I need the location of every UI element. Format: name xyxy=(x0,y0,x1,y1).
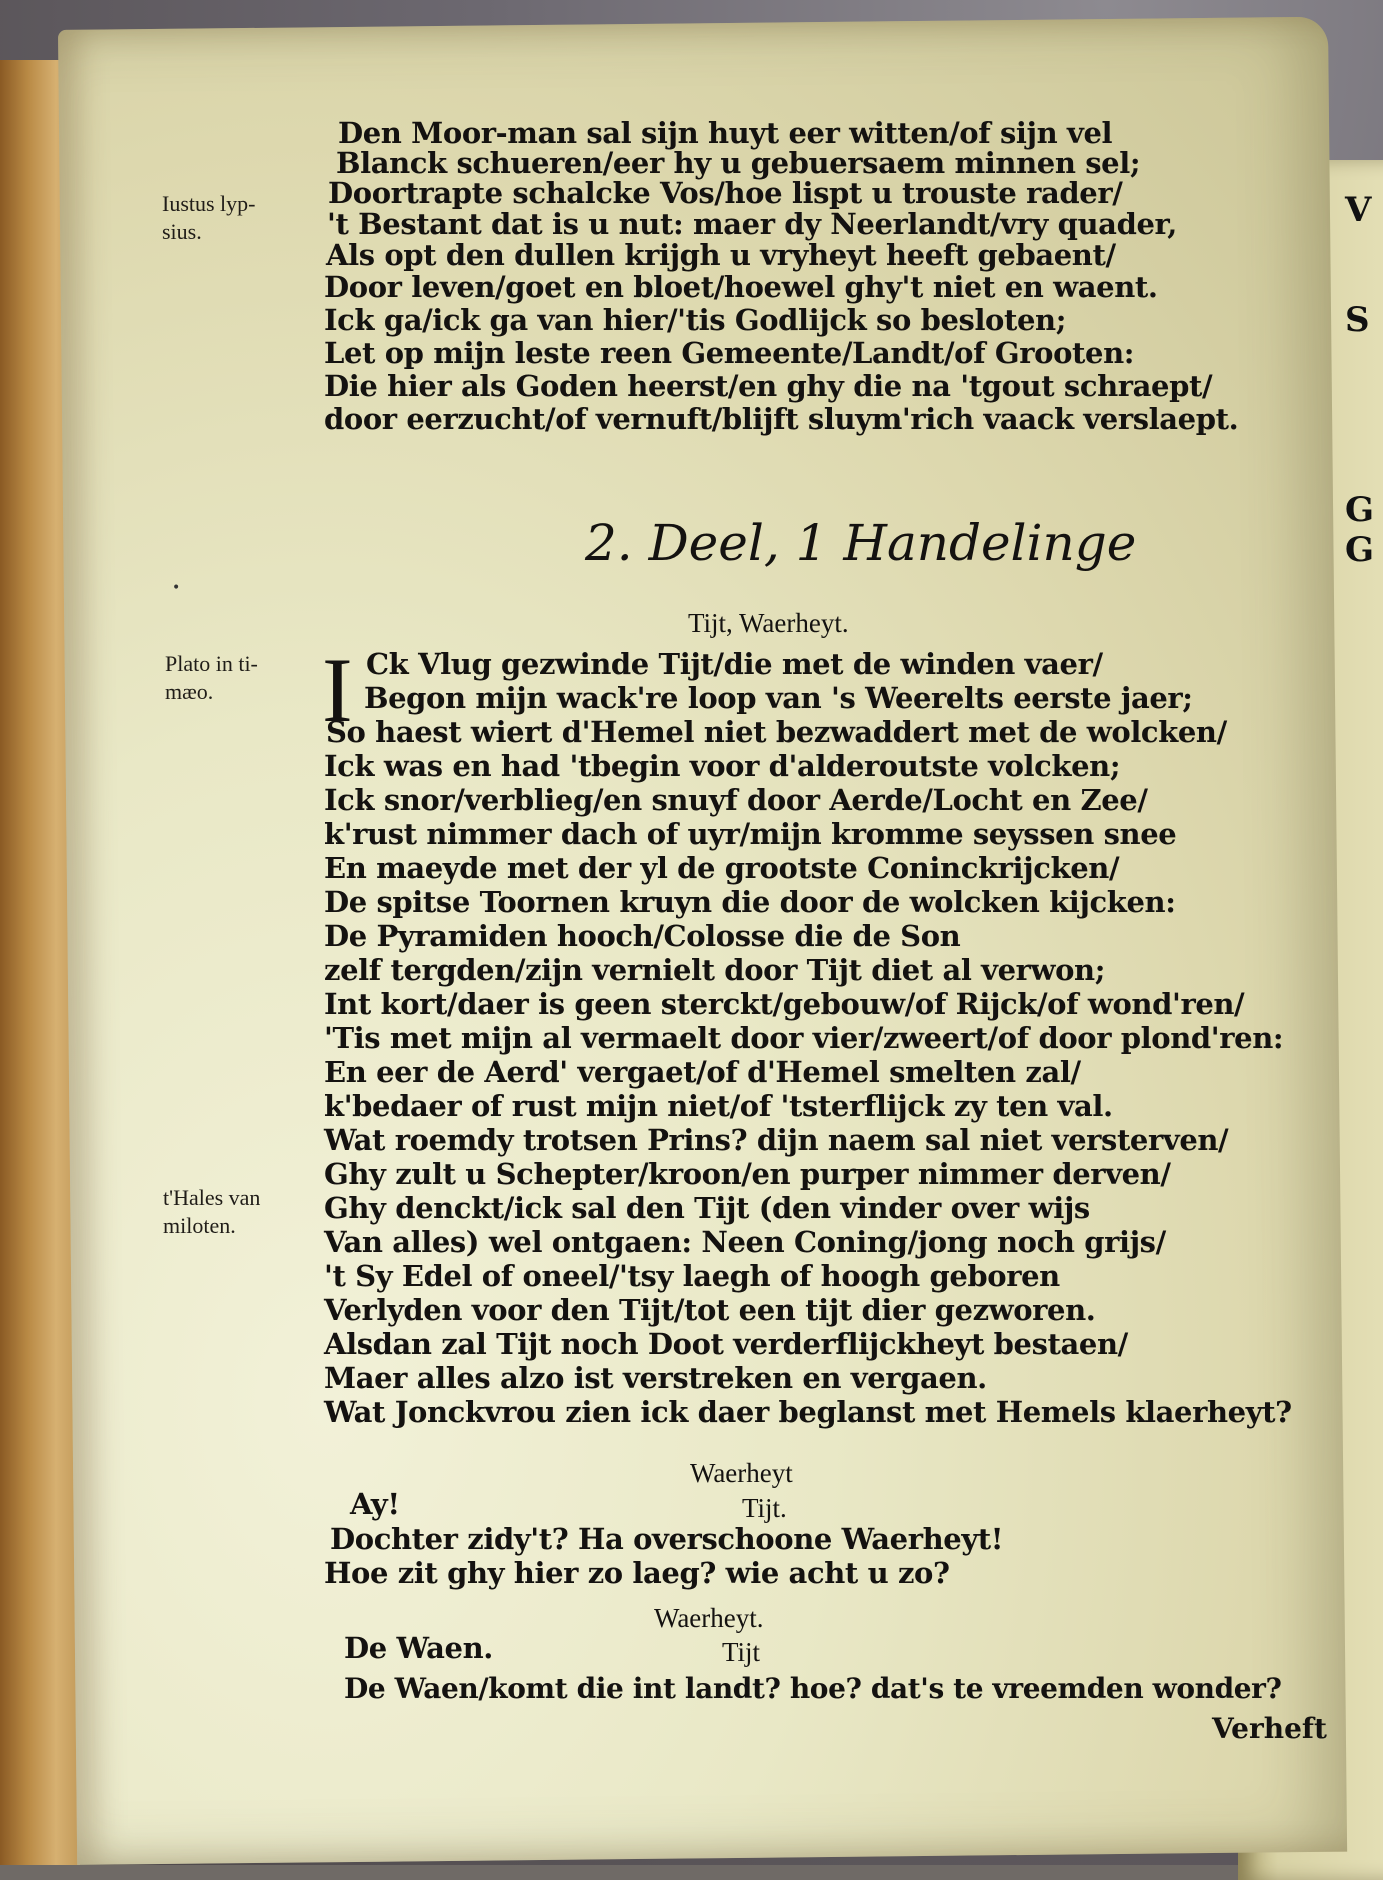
verse-line: Als opt den dullen krijgh u vryheyt heeft gebaent/ xyxy=(326,238,1116,272)
verse-line: door eerzucht/of vernuft/blijft sluym'rich vaack verslaept. xyxy=(324,402,1239,436)
verse-line: Ay! xyxy=(350,1487,400,1521)
verse-line: Wat roemdy trotsen Prins? dijn naem sal niet versterven/ xyxy=(324,1123,1229,1157)
verse-line: Die hier als Goden heerst/en ghy die na 'tgout schraept/ xyxy=(324,369,1213,403)
margin-mark: • xyxy=(172,580,181,596)
verse-line: Begon mijn wack're loop van 's Weerelts eerste jaer; xyxy=(364,681,1193,715)
verse-line: Ick ga/ick ga van hier/'tis Godlijck so besloten; xyxy=(324,303,1067,337)
verse-line: Ghy zult u Schepter/kroon/en purper nimmer derven/ xyxy=(324,1157,1171,1191)
verse-line: Door leven/goet en bloet/hoewel ghy't niet en waent. xyxy=(324,270,1158,304)
verse-line: Let op mijn leste reen Gemeente/Landt/of Grooten: xyxy=(324,336,1135,370)
verse-line: Ghy denckt/ick sal den Tijt (den vinder over wijs xyxy=(324,1191,1090,1225)
catchword: Verheft xyxy=(1212,1712,1327,1745)
verse-line: Ick was en had 'tbegin voor d'alderoutste volcken; xyxy=(324,749,1121,783)
verse-line: En maeyde met der yl de grootste Coninckrijcken/ xyxy=(324,851,1120,885)
verse-line: Wat Jonckvrou zien ick daer beglanst met Hemels klaerheyt? xyxy=(324,1395,1292,1429)
verse-line: 't Sy Edel of oneel/'tsy laegh of hoogh geboren xyxy=(324,1259,1060,1293)
verse-line: De Waen. xyxy=(344,1631,493,1665)
verse-line: Verlyden voor den Tijt/tot een tijt dier gezworen. xyxy=(324,1293,1096,1327)
verse-line: Dochter zidy't? Ha overschoone Waerheyt! xyxy=(330,1522,1004,1556)
right-fragment: V xyxy=(1345,190,1372,230)
verse-line: Van alles) wel ontgaen: Neen Coning/jong noch grijs/ xyxy=(324,1225,1166,1259)
speaker-heading: Tijt, Waerheyt. xyxy=(688,608,849,638)
drop-cap: I xyxy=(322,639,353,741)
verse-line: So haest wiert d'Hemel niet bezwaddert met de wolcken/ xyxy=(326,715,1227,749)
section-heading: 2. Deel, 1 Handelinge xyxy=(585,514,1137,572)
speaker-heading: Waerheyt. xyxy=(654,1603,764,1633)
verse-line: k'rust nimmer dach of uyr/mijn kromme seyssen snee xyxy=(324,817,1177,851)
verse-line: De Pyramiden hooch/Colosse die de Son xyxy=(324,919,961,953)
right-fragment: G xyxy=(1345,490,1375,530)
verse-line: De Waen/komt die int landt? hoe? dat's te vreemden wonder? xyxy=(344,1672,1282,1705)
speaker-heading: Tijt. xyxy=(742,1493,787,1523)
verse-line: Int kort/daer is geen sterckt/gebouw/of Rijck/of wond'ren/ xyxy=(324,987,1245,1021)
verse-line: k'bedaer of rust mijn niet/of 'tsterflijck zy ten val. xyxy=(324,1089,1113,1123)
margin-note-justus: Iustus lyp- sius. xyxy=(162,191,256,244)
margin-note-plato: Plato in ti- mæo. xyxy=(165,651,258,704)
right-fragment: G xyxy=(1345,530,1375,570)
verse-line: Ck Vlug gezwinde Tijt/die met de winden vaer/ xyxy=(366,647,1103,681)
margin-note-hales: t'Hales van miloten. xyxy=(163,1185,261,1238)
right-fragment: S xyxy=(1345,300,1370,340)
verse-line: Maer alles alzo ist verstreken en vergaen. xyxy=(324,1361,987,1395)
verse-line: Alsdan zal Tijt noch Doot verderflijckheyt bestaen/ xyxy=(324,1327,1128,1361)
verse-line: Doortrapte schalcke Vos/hoe lispt u trouste rader/ xyxy=(328,176,1123,210)
verse-line: zelf tergden/zijn vernielt door Tijt diet al verwon; xyxy=(324,953,1106,987)
verse-line: Den Moor-man sal sijn huyt eer witten/of sijn vel xyxy=(338,116,1113,150)
verse-line: En eer de Aerd' vergaet/of d'Hemel smelten zal/ xyxy=(324,1055,1081,1089)
verse-line: Blanck schueren/eer hy u gebuersaem minnen sel; xyxy=(336,146,1141,180)
verse-line: 'Tis met mijn al vermaelt door vier/zweert/of door plond'ren: xyxy=(324,1021,1284,1055)
verse-line: Ick snor/verblieg/en snuyf door Aerde/Locht en Zee/ xyxy=(324,783,1148,817)
speaker-heading: Waerheyt xyxy=(690,1458,793,1488)
verse-line: De spitse Toornen kruyn die door de wolcken kijcken: xyxy=(324,885,1176,919)
verse-line: 't Bestant dat is u nut: maer dy Neerlandt/vry quader, xyxy=(327,207,1177,241)
verse-line: Hoe zit ghy hier zo laeg? wie acht u zo? xyxy=(324,1556,950,1590)
speaker-heading: Tijt xyxy=(722,1637,761,1667)
